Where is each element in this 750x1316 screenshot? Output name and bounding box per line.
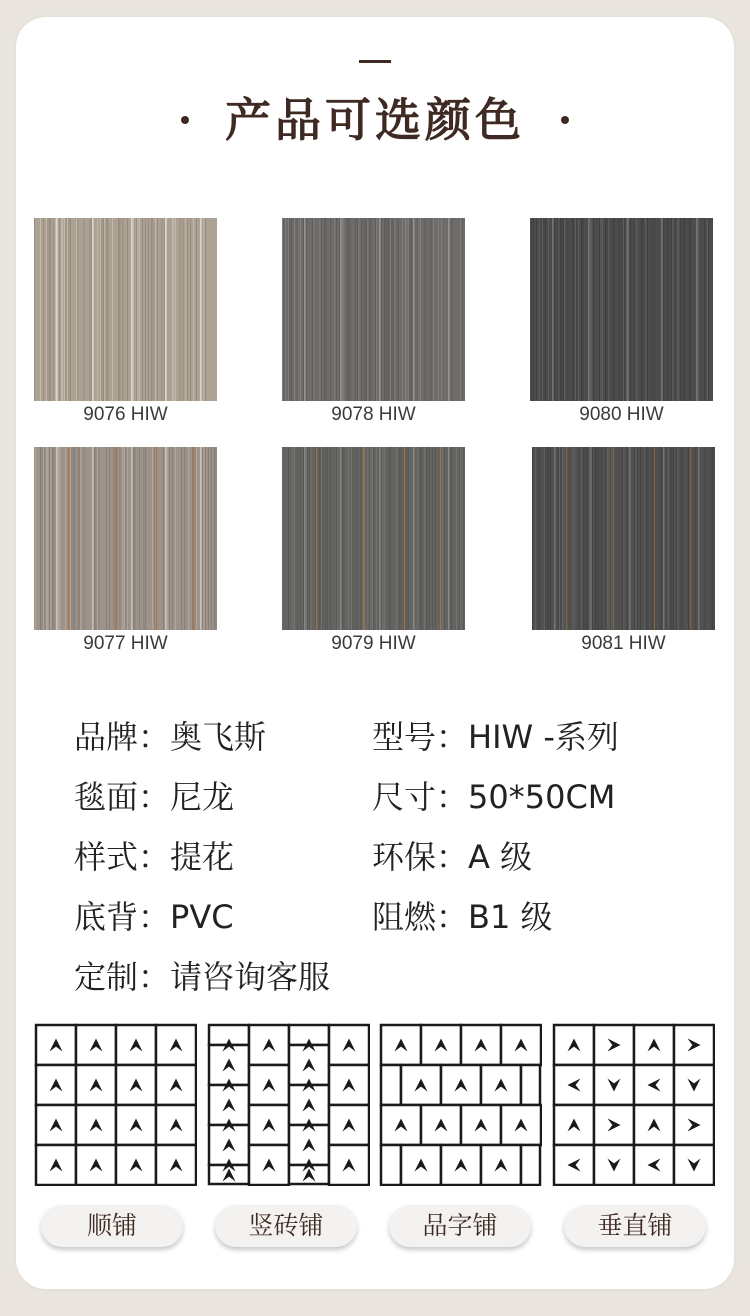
spec-flame: [372, 892, 553, 938]
arrow-grid-icon: [34, 1023, 197, 1186]
spec-value: PVC: [170, 898, 234, 936]
swatch-code: 9080 HIW: [579, 404, 664, 425]
spec-backing: [74, 892, 234, 938]
spec-label: 型号：: [372, 718, 469, 756]
spec-surface: [74, 772, 234, 818]
swatch-9081[interactable]: [532, 447, 715, 630]
swatch-code: 9079 HIW: [331, 633, 416, 654]
page-title: 产品可选颜色: [225, 93, 525, 147]
title-dash: [359, 60, 391, 63]
swatch-code: 9081 HIW: [581, 633, 666, 654]
staggered-brick-icon: [379, 1023, 542, 1186]
spec-custom: [74, 952, 330, 998]
layout-button-staggered[interactable]: 品字铺: [389, 1205, 531, 1247]
swatch-9080[interactable]: [530, 218, 713, 401]
layout-button-vertical-brick[interactable]: 竖砖铺: [215, 1205, 357, 1247]
swatch-9078[interactable]: [282, 218, 465, 401]
quarter-turn-icon: [552, 1023, 715, 1186]
spec-label: 样式：: [74, 838, 171, 876]
layout-button-straight[interactable]: 顺铺: [41, 1205, 183, 1247]
spec-label: 阻燃：: [372, 898, 469, 936]
spec-label: 品牌：: [74, 718, 171, 756]
spec-label: 定制：: [74, 958, 171, 996]
spec-label: 环保：: [372, 838, 469, 876]
spec-label: 尺寸：: [372, 778, 469, 816]
spec-label: 毯面：: [74, 778, 171, 816]
spec-eco: [372, 832, 532, 878]
spec-value: B1 级: [468, 898, 553, 936]
spec-value: HIW -系列: [468, 718, 619, 756]
spec-style: [74, 832, 234, 878]
spec-brand: [74, 712, 266, 758]
swatch-code: 9078 HIW: [331, 404, 416, 425]
spec-size: [372, 772, 615, 818]
swatch-9076[interactable]: [34, 218, 217, 401]
spec-value: 奥飞斯: [170, 718, 267, 756]
swatch-code: 9077 HIW: [83, 633, 168, 654]
vertical-brick-icon: [207, 1023, 370, 1186]
spec-model: [372, 712, 619, 758]
spec-value: 提花: [170, 838, 235, 876]
swatch-9077[interactable]: [34, 447, 217, 630]
spec-value: A 级: [468, 838, 533, 876]
swatch-code: 9076 HIW: [83, 404, 168, 425]
spec-value: 请咨询客服: [170, 958, 331, 996]
spec-value: 50*50CM: [468, 778, 616, 816]
swatch-9079[interactable]: [282, 447, 465, 630]
spec-label: 底背：: [74, 898, 171, 936]
layout-button-quarter-turn[interactable]: 垂直铺: [564, 1205, 706, 1247]
spec-value: 尼龙: [170, 778, 235, 816]
